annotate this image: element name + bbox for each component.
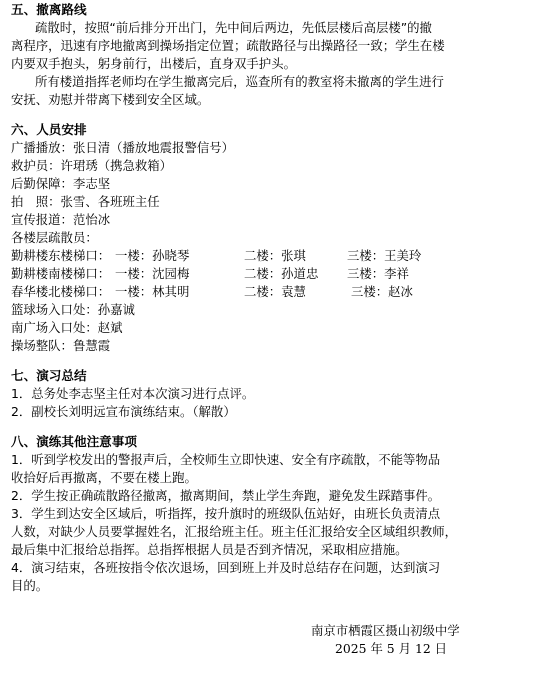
note-3-line-2: 人数，对缺少人员要掌握姓名，汇报给班主任。班主任汇报给安全区域组织教师， bbox=[11, 524, 458, 539]
staff-south-square-entrance: 南广场入口处：赵斌 bbox=[11, 320, 123, 335]
stair-floor-3: 三楼：王美玲 bbox=[347, 248, 422, 263]
staff-rescue: 救护员：许珺琇（携急救箱） bbox=[11, 158, 173, 173]
note-2-line-1: 2．学生按正确疏散路径撤离，撤离期间，禁止学生奔跑，避免发生踩踏事件。 bbox=[11, 488, 441, 503]
stair-floor-2: 二楼：孙道忠 bbox=[244, 266, 319, 281]
note-1-line-1: 1．听到学校发出的警报声后，全校师生立即快速、安全有序疏散，不能等物品 bbox=[11, 452, 441, 467]
note-4-line-2: 目的。 bbox=[11, 578, 49, 593]
summary-item-2: 2．副校长刘明远宣布演练结束。（解散） bbox=[11, 404, 236, 419]
staff-stair-title: 各楼层疏散员： bbox=[11, 230, 98, 245]
staff-broadcast: 广播播放：张日清（播放地震报警信号） bbox=[11, 140, 235, 155]
section-heading-notes: 八、演练其他注意事项 bbox=[11, 434, 137, 449]
stair-floor-1: 一楼：沈园梅 bbox=[115, 266, 190, 281]
evacuation-paragraph-1-line-3: 内要双手抱头，躬身前行，出楼后，直身双手护头。 bbox=[11, 56, 296, 71]
stair-name: 春华楼北楼梯口： bbox=[11, 284, 111, 299]
stair-floor-2: 二楼：袁慧 bbox=[244, 284, 306, 299]
note-3-line-1: 3．学生到达安全区域后，听指挥，按升旗时的班级队伍站好，由班长负责清点 bbox=[11, 506, 441, 521]
evacuation-paragraph-2-line-2: 安抚、劝慰并带离下楼到安全区域。 bbox=[11, 92, 210, 107]
staff-publicity: 宣传报道：范怡冰 bbox=[11, 212, 111, 227]
staff-photo: 拍 照：张雪、各班班主任 bbox=[11, 194, 160, 209]
signature-school: 南京市栖霞区摄山初级中学 bbox=[311, 623, 460, 638]
evacuation-paragraph-2-line-1: 所有楼道指挥老师均在学生撤离完后，巡查所有的教室将未撤离的学生进行 bbox=[35, 74, 444, 89]
stair-floor-2: 二楼：张琪 bbox=[244, 248, 306, 263]
summary-item-1: 1．总务处李志坚主任对本次演习进行点评。 bbox=[11, 386, 255, 401]
stair-floor-1: 一楼：林其明 bbox=[115, 284, 190, 299]
note-3-line-3: 最后集中汇报给总指挥。总指挥根据人员是否到齐情况，采取相应措施。 bbox=[11, 542, 408, 557]
note-4-line-1: 4．演习结束，各班按指令依次退场，回到班上并及时总结存在问题，达到演习 bbox=[11, 560, 441, 575]
stair-name: 勤耕楼东楼梯口： bbox=[11, 248, 111, 263]
evacuation-paragraph-1-line-1: 疏散时，按照“前后排分开出门，先中间后两边，先低层楼后高层楼”的撤 bbox=[35, 20, 432, 35]
section-heading-staff: 六、人员安排 bbox=[11, 122, 87, 137]
note-1-line-2: 收拾好后再撤离，不要在楼上跑。 bbox=[11, 470, 197, 485]
stair-name: 勤耕楼南楼梯口： bbox=[11, 266, 111, 281]
signature-date: 2025 年 5 月 12 日 bbox=[335, 641, 448, 656]
evacuation-paragraph-1-line-2: 离程序，迅速有序地撤离到操场指定位置；疏散路径与出操路径一致；学生在楼 bbox=[11, 38, 445, 53]
stair-floor-1: 一楼：孙晓琴 bbox=[115, 248, 190, 263]
staff-logistics: 后勤保障：李志坚 bbox=[11, 176, 111, 191]
stair-floor-3: 三楼：李祥 bbox=[347, 266, 409, 281]
staff-basketball-entrance: 篮球场入口处：孙嘉诚 bbox=[11, 302, 135, 317]
section-heading-evacuation: 五、撤离路线 bbox=[11, 2, 87, 17]
staff-playground: 操场整队：鲁慧霞 bbox=[11, 338, 111, 353]
section-heading-summary: 七、演习总结 bbox=[11, 368, 87, 383]
stair-floor-3: 三楼：赵冰 bbox=[351, 284, 413, 299]
